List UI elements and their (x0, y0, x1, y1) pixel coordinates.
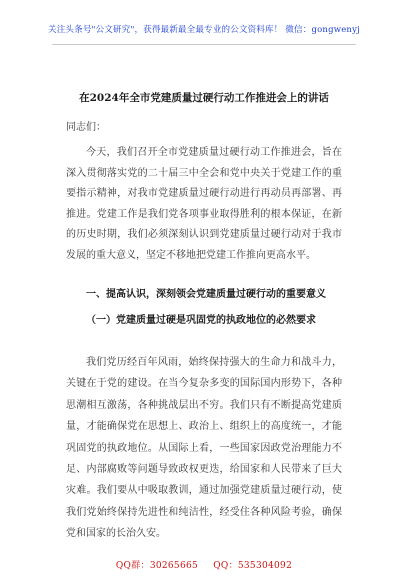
header-divider (52, 44, 356, 45)
intro-paragraph: 今天，我们召开全市党建质量过硬行动工作推进会，旨在深入贯彻落实党的二十届三中全会和党中央关于党建工作的重要指示精神，对我市党建质量过硬行动进行再动员再部署、再推进。党建工作是我们党各项事业取得胜利的根本保证，在新的历史时期，我们必须深刻认识到党建质量过硬行动对于我市发展的重大意义，坚定不移地把党建工作推向更高水平。 (66, 147, 342, 261)
salutation: 同志们： (66, 122, 106, 133)
subsection-heading: （一）党建质量过硬是巩固党的执政地位的必然要求 (86, 315, 316, 326)
document-title: 在2024年全市党建质量过硬行动工作推进会上的讲话 (79, 92, 329, 104)
body-paragraph: 我们党历经百年风雨，始终保持强大的生命力和战斗力，关键在于党的建设。在当今复杂多变的国际国内形势下，各种思潮相互激荡，各种挑战层出不穷。我们只有不断提高党建质量，才能确保党在思想上、政治上、组织上的高度统一，才能巩固党的执政地位。从国际上看，一些国家因政党治理能力不足、内部腐败等问题导致政权更迭，给国家和人民带来了巨大灾难。我们要从中吸取教训，通过加强党建质量过硬行动，使我们党始终保持先进性和纯洁性，经受住各种风险考验，确保党和国家的长治久安。 (66, 357, 342, 540)
footer-qq-number: QQ：535304092 (213, 561, 293, 571)
header-promo-text: 关注头条号"公文研究"，获得最新最全最专业的公文资料库！ 微信：gongwenyj (48, 25, 360, 35)
footer-contact (0, 558, 408, 571)
footer-qq-group: QQ群：30265665 (115, 561, 199, 571)
section-heading: 一、提高认识，深刻领会党建质量过硬行动的重要意义 (86, 289, 326, 300)
header-promo-note (0, 23, 408, 35)
